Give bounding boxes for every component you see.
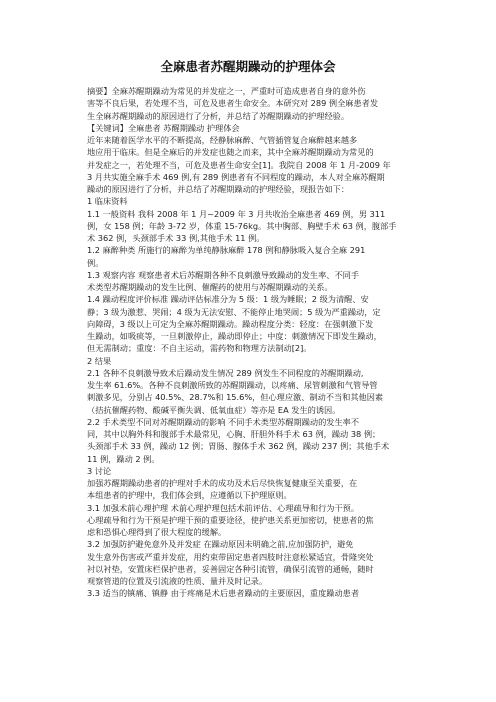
text-line: 刺激多见，分别占 40.5%、28.7%和 15.6%，但心理应激、制动不当和其他因素 [87, 392, 384, 403]
text-line: 并发症之一，若处理不当，可危及患者生命安全[1]。我院自 2008 年 1 月-2009 年 [87, 159, 391, 170]
text-line: 1.1 一般资料 我科 2008 年 1 月~2009 年 3 月共收治全麻患者 469 例，男 311 [87, 208, 386, 219]
text-line: 例，女 158 例；年龄 3-72 岁，体重 15-76kg。其中胸部、胸壁手术 63 例，腹部手 [87, 220, 397, 231]
text-line: 但无需制动；重度：不自主运动，需药物和物理方法制动[2]。 [87, 343, 312, 354]
text-line: 11 例，躁动 2 例。 [87, 453, 160, 464]
text-line: 2.1 各种不良刺激导致术后躁动发生情况 289 例发生不同程度的苏醒期躁动, [87, 367, 364, 378]
text-line: 观察管道的位置及引流液的性质、量并及时记录。 [87, 576, 268, 586]
text-line: 头颈部手术 33 例，躁动 12 例；胃肠、腺体手术 362 例，躁动 237 例；其他手术 [87, 441, 390, 452]
text-line: 近年来随着医学水平的不断提高，经静脉麻醉、气管插管复合麻醉越来越多 [87, 135, 358, 145]
text-line: 2 结果 [87, 355, 112, 366]
text-line: 术类型苏醒期躁动的发生比例、催醒药的使用与苏醒期躁动的关系。 [87, 282, 333, 292]
text-line: 衬以衬垫，安置床栏保护患者，妥善固定各种引流管，确保引流管的通畅，随时 [87, 563, 374, 574]
text-line: （拮抗催醒药物、酸碱平衡失调、低氧血症）等亦是 EA 发生的诱因。 [87, 404, 341, 415]
text-line: 本组患者的护理中，我们体会到，应遵循以下护理原则。 [87, 490, 292, 501]
text-line: 3 讨论 [87, 465, 112, 476]
text-line: 地应用于临床。但是全麻后的并发症也随之而来，其中全麻苏醒期躁动为常见的 [87, 147, 374, 158]
text-line: 3 月共实施全麻手术 469 例,有 289 例患者有不同程度的躁动，本人对全麻苏醒期 [87, 171, 385, 182]
document-body [87, 85, 432, 600]
text-line: 3.2 加强防护避免意外及并发症 在躁动原因未明确之前,应加强防护，避免 [87, 539, 354, 550]
text-line: 躁动的原因进行了分析，并总结了苏醒期躁动的护理经验，现报告如下： [87, 184, 350, 194]
text-line: 1.4 躁动程度评价标准 躁动评估标准分为 5 级：1 级为睡眠；2 级为清醒、安 [87, 294, 369, 305]
text-line: 生全麻苏醒期躁动的原因进行了分析，并总结了苏醒期躁动的护理经验。 [87, 110, 350, 121]
text-line: 发生率 61.6%。各种不良刺激所致的苏醒期躁动，以疼痛、尿管刺激和气管导管 [87, 380, 378, 390]
text-line: 2.2 手术类型不同对苏醒期躁动的影响 不同手术类型苏醒期躁动的发生率不 [87, 416, 360, 427]
text-line: 3.3 适当的镇痛、镇静 由于疼痛是术后患者躁动的主要原因，重度躁动患者 [87, 588, 360, 599]
text-line: 术 362 例，头颈部手术 33 例,其他手术 11 例。 [87, 233, 265, 243]
text-line: 1.2 麻醉种类 所施行的麻醉为单纯静脉麻醉 178 例和静脉吸入复合全麻 291 [87, 245, 366, 256]
text-line: 例。 [87, 257, 104, 268]
text-line: 1.3 观察内容 观察患者术后苏醒期各种不良刺激导致躁动的发生率、不同手 [87, 269, 360, 280]
text-line: 加强苏醒期躁动患者的护理对手术的成功及术后尽快恢复健康至关重要，在 [87, 478, 358, 488]
text-line: 同，其中以胸外科和腹部手术最常见，心胸、肝胆外科手术 63 例，躁动 38 例； [87, 429, 381, 439]
text-line: 1 临床资料 [87, 196, 128, 207]
text-line: 虑和恐惧心理得到了很大程度的缓解。 [87, 527, 227, 537]
text-line: 生躁动，如吸痰等，一旦刺激停止，躁动即停止；中度：刺激情况下即发生躁动， [87, 331, 382, 341]
text-line: 害等不良后果，若处理不当，可危及患者生命安全。本研究对 289 例全麻患者发 [87, 98, 379, 109]
text-line: 摘要】全麻苏醒期躁动为常见的并发症之一，严重时可造成患者自身的意外伤 [87, 86, 366, 96]
document-title: 全麻患者苏醒期躁动的护理体会 [160, 59, 336, 74]
text-line: 静；3 级为激惹、哭闹；4 级为无法安慰、不能停止地哭闹；5 级为严重躁动，定 [87, 306, 381, 317]
text-line: 向障碍，3 级以上可定为全麻苏醒期躁动。躁动程度分类：轻度：在强刺激下发 [87, 318, 374, 329]
text-line: 【关键词】全麻患者 苏醒期躁动 护理体会 [87, 122, 240, 133]
text-line: 3.1 加强术前心理护理 术前心理护理包括术前评估、心理疏导和行为干预。 [87, 502, 360, 513]
text-line: 发生意外伤害或严重并发症，用约束带固定患者四肢时注意松紧适宜，骨隆突处 [87, 551, 374, 562]
text-line: 心理疏导和行为干预是护理干预的重要途径，使护患关系更加密切，使患者的焦 [87, 514, 374, 525]
